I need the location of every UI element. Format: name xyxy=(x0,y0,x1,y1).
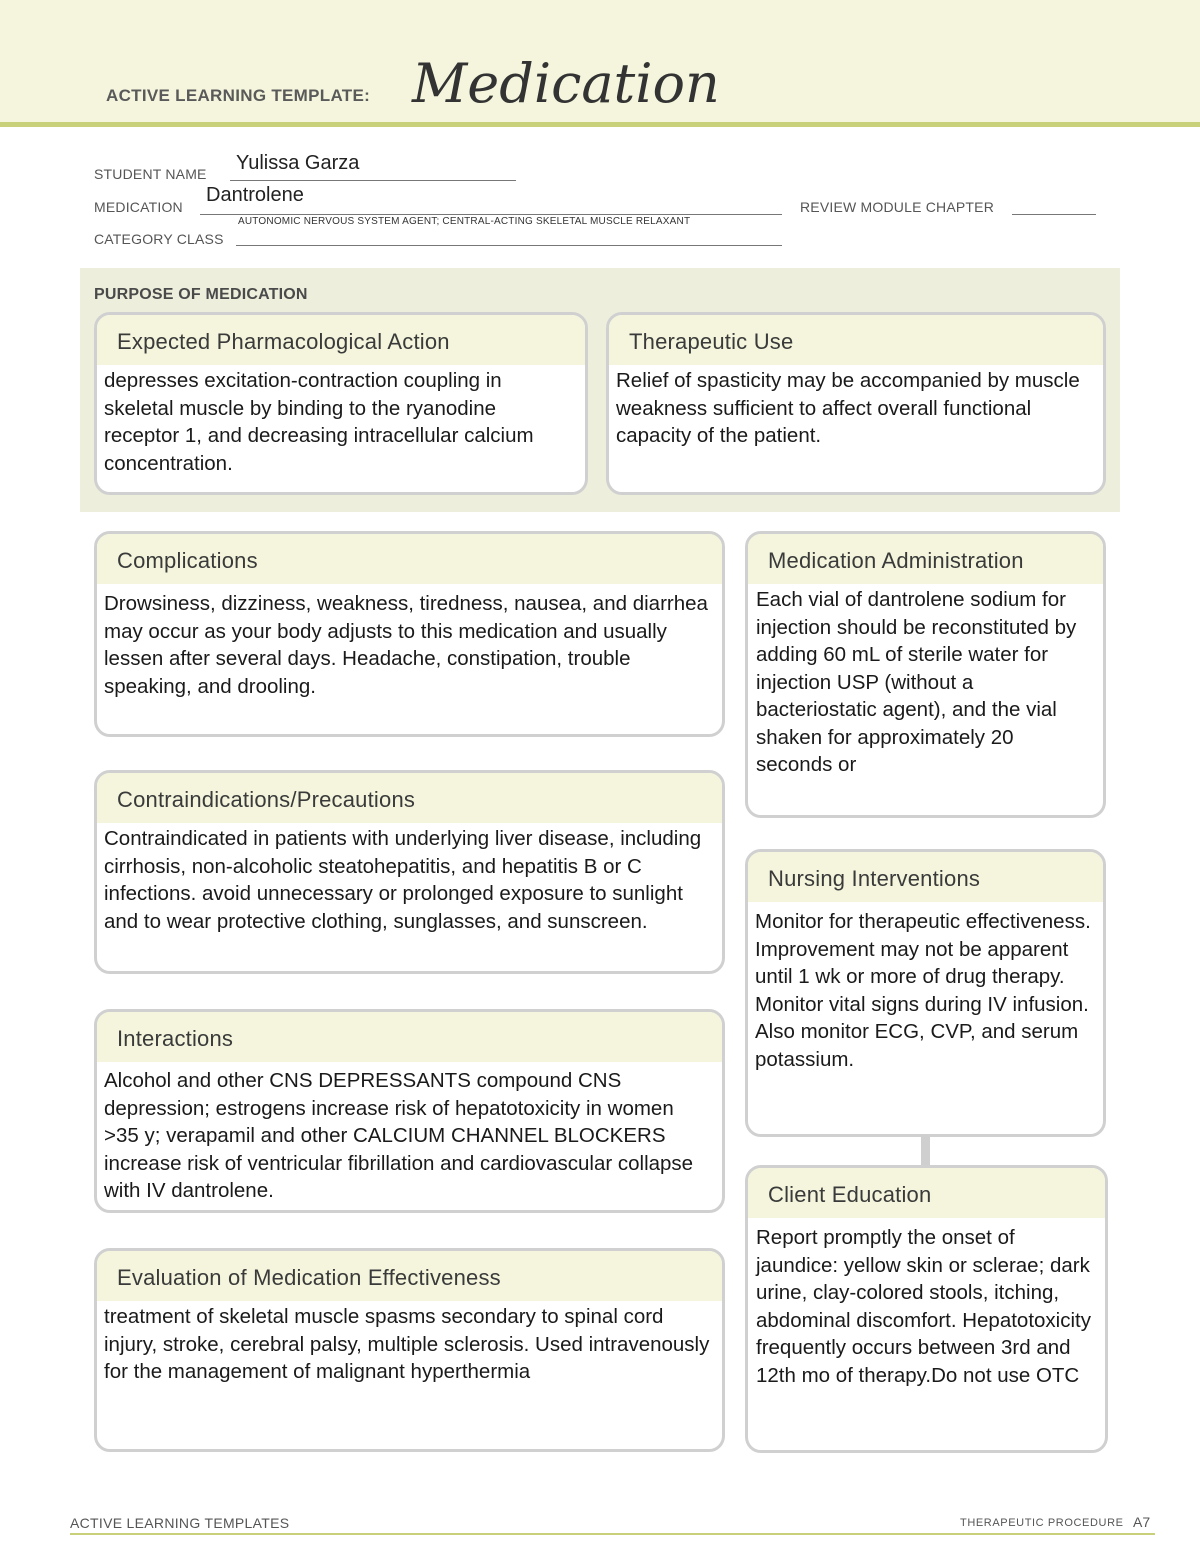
interactions-text[interactable]: Alcohol and other CNS DEPRESSANTS compound CNS depression; estrogens increase risk of hepatotoxicity in women >35 y; verapamil and other CALCIUM CHANNEL BLOCKERS increase risk of ventricular fibrillation and cardiovascular collapse with IV dantrolene. xyxy=(104,1069,694,1202)
therapeutic-use-box xyxy=(606,312,1106,495)
complications-title: Complications xyxy=(97,534,722,584)
nursing-education-connector xyxy=(921,1135,930,1167)
category-class-label: CATEGORY CLASS xyxy=(94,231,224,247)
education-box xyxy=(745,1165,1108,1453)
education-text[interactable]: Report promptly the onset of jaundice: yellow skin or sclerae; dark urine, clay-colored stools, itching, abdominal discomfort. Hepatotoxicity frequently occurs between 3rd and 12th mo of therapy.Do not use OTC xyxy=(756,1226,1091,1387)
header-divider xyxy=(0,122,1200,127)
evaluation-title: Evaluation of Medication Effectiveness xyxy=(97,1251,722,1301)
administration-text[interactable]: Each vial of dantrolene sodium for injection should be reconstituted by adding 60 mL of sterile water for injection USP (without a bacteriostatic agent), and the vial shaken for approximately 20 seconds or xyxy=(756,588,1077,776)
review-module-field[interactable] xyxy=(1012,214,1096,215)
evaluation-box xyxy=(94,1248,725,1452)
administration-title: Medication Administration xyxy=(748,534,1103,584)
therapeutic-use-title: Therapeutic Use xyxy=(609,315,1103,365)
page-number: A7 xyxy=(1133,1514,1151,1530)
student-name-field[interactable]: Yulissa Garza xyxy=(236,152,360,174)
expected-action-text[interactable]: depresses excitation-contraction coupling in skeletal muscle by binding to the ryanodine receptor 1, and decreasing intracellular calcium concentration. xyxy=(104,369,534,475)
interactions-box xyxy=(94,1009,725,1213)
template-title: Medication xyxy=(412,52,720,115)
complications-text[interactable]: Drowsiness, dizziness, weakness, tiredness, nausea, and diarrhea may occur as your body adjusts to this medication and usually lessen after several days. Headache, constipation, trouble speaking, and drooling. xyxy=(104,592,708,698)
footer-divider xyxy=(70,1533,1155,1535)
footer-right-label: THERAPEUTIC PROCEDURE xyxy=(960,1517,1124,1529)
contraindications-box xyxy=(94,770,725,974)
footer-left-label: ACTIVE LEARNING TEMPLATES xyxy=(70,1515,290,1531)
category-class-line xyxy=(236,245,782,246)
therapeutic-use-text[interactable]: Relief of spasticity may be accompanied by muscle weakness sufficient to affect overall functional capacity of the patient. xyxy=(616,369,1080,447)
nursing-title: Nursing Interventions xyxy=(748,852,1103,902)
nursing-text[interactable]: Monitor for therapeutic effectiveness. Improvement may not be apparent until 1 wk or more of drug therapy. Monitor vital signs during IV infusion. Also monitor ECG, CVP, and serum potassium. xyxy=(755,910,1091,1071)
purpose-heading: PURPOSE OF MEDICATION xyxy=(94,286,308,303)
nursing-box xyxy=(745,849,1106,1137)
medication-field[interactable]: Dantrolene xyxy=(206,184,304,206)
medication-line xyxy=(200,214,782,215)
expected-action-title: Expected Pharmacological Action xyxy=(97,315,585,365)
template-label: ACTIVE LEARNING TEMPLATE: xyxy=(106,86,371,105)
contraindications-title: Contraindications/Precautions xyxy=(97,773,722,823)
evaluation-text[interactable]: treatment of skeletal muscle spasms secondary to spinal cord injury, stroke, cerebral palsy, multiple sclerosis. Used intravenously for the management of malignant hyperthermia xyxy=(104,1305,710,1383)
complications-box xyxy=(94,531,725,737)
review-module-label: REVIEW MODULE CHAPTER xyxy=(800,199,994,215)
category-class-field[interactable]: AUTONOMIC NERVOUS SYSTEM AGENT; CENTRAL-ACTING SKELETAL MUSCLE RELAXANT xyxy=(238,216,691,227)
student-name-line xyxy=(230,180,516,181)
interactions-title: Interactions xyxy=(97,1012,722,1062)
education-title: Client Education xyxy=(748,1168,1105,1218)
expected-action-box xyxy=(94,312,588,495)
medication-label: MEDICATION xyxy=(94,199,183,215)
administration-box xyxy=(745,531,1106,818)
student-name-label: STUDENT NAME xyxy=(94,166,207,182)
contraindications-text[interactable]: Contraindicated in patients with underlying liver disease, including cirrhosis, non-alcoholic steatohepatitis, and hepatitis B or C infections. avoid unnecessary or prolonged exposure to sunlight and to wear protective clothing, sunglasses, and sunscreen. xyxy=(104,827,702,933)
